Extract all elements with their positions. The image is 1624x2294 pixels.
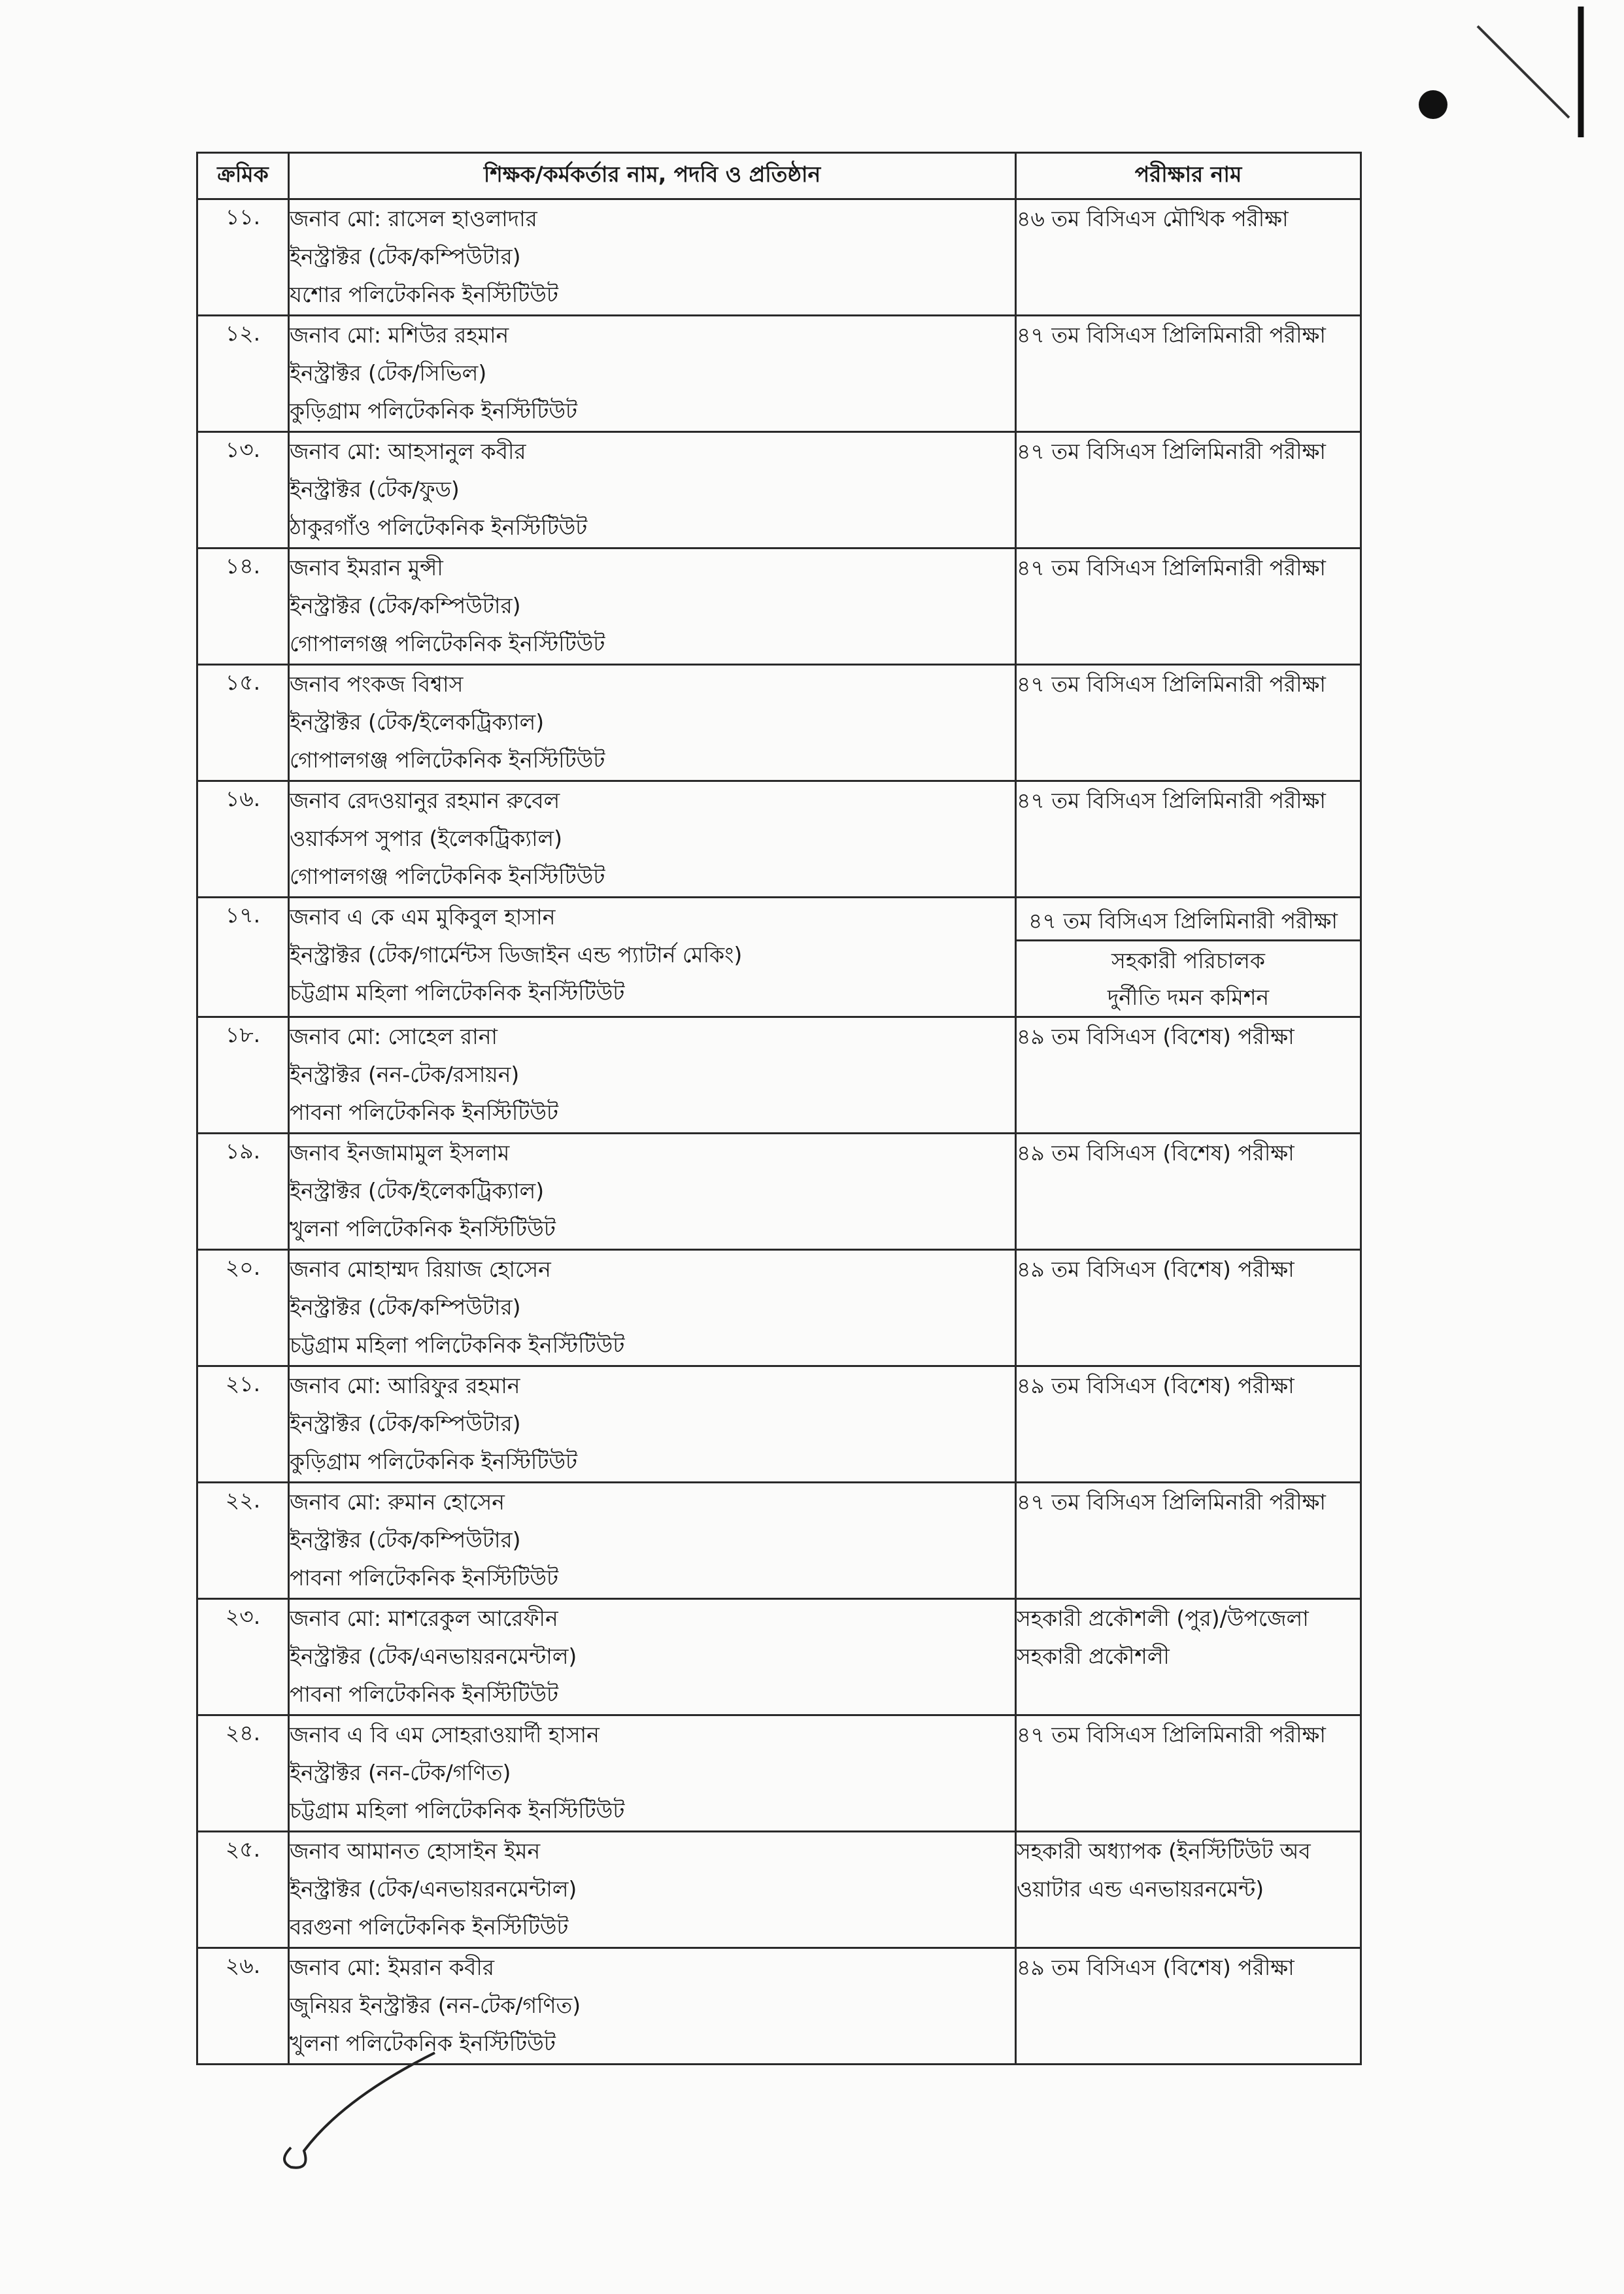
row-exam — [1016, 1948, 1361, 2065]
person-designation: ইনস্ট্রাক্টর (টেক/ইলেকট্রিক্যাল) — [290, 709, 545, 735]
exam-name: ৪৭ তম বিসিএস প্রিলিমিনারী পরীক্ষা — [1017, 1722, 1326, 1747]
table-row — [197, 1715, 1361, 1832]
row-person — [289, 1017, 1016, 1134]
row-serial: ১৭. — [197, 898, 289, 1017]
row-person — [289, 898, 1016, 1017]
exam-name-line2: ওয়াটার এন্ড এনভায়রনমেন্ট) — [1017, 1876, 1264, 1902]
exam-name: ৪৬ তম বিসিএস মৌখিক পরীক্ষা — [1017, 206, 1289, 231]
row-exam — [1016, 1483, 1361, 1599]
person-name: জনাব মো: রাসেল হাওলাদার — [290, 206, 537, 231]
row-serial: ২১. — [197, 1366, 289, 1483]
header-exam: পরীক্ষার নাম — [1016, 153, 1361, 199]
row-exam — [1016, 1599, 1361, 1715]
staff-exam-table — [196, 152, 1362, 2065]
person-designation: ইনস্ট্রাক্টর (টেক/ইলেকট্রিক্যাল) — [290, 1178, 545, 1204]
table-row — [197, 1948, 1361, 2065]
person-name: জনাব মো: আহসানুল কবীর — [290, 439, 526, 464]
person-designation: ইনস্ট্রাক্টর (টেক/কম্পিউটার) — [290, 1411, 521, 1436]
person-designation: জুনিয়র ইনস্ট্রাক্টর (নন-টেক/গণিত) — [290, 1993, 581, 2018]
person-name: জনাব আমানত হোসাইন ইমন — [290, 1838, 541, 1864]
table-row — [197, 1134, 1361, 1250]
exam-name: ৪৯ তম বিসিএস (বিশেষ) পরীক্ষা — [1017, 1955, 1294, 1980]
exam-post-office: দুর্নীতি দমন কমিশন — [1107, 985, 1270, 1010]
person-institute: পাবনা পলিটেকনিক ইনস্টিটিউট — [290, 1565, 558, 1591]
person-name: জনাব ইমরান মুন্সী — [290, 555, 443, 581]
person-name: জনাব মো: রুমান হোসেন — [290, 1489, 505, 1515]
table-row — [197, 316, 1361, 432]
table-row — [197, 548, 1361, 665]
table-row — [197, 1250, 1361, 1366]
row-serial: ১৮. — [197, 1017, 289, 1134]
person-name: জনাব মো: আরিফুর রহমান — [290, 1373, 520, 1398]
row-person — [289, 316, 1016, 432]
exam-name-secondary — [1017, 941, 1360, 1016]
exam-post-title: সহকারী পরিচালক — [1111, 948, 1265, 973]
table-row — [197, 1599, 1361, 1715]
table-row — [197, 781, 1361, 898]
row-exam — [1016, 1017, 1361, 1134]
exam-name: ৪৯ তম বিসিএস (বিশেষ) পরীক্ষা — [1017, 1257, 1294, 1282]
person-institute: খুলনা পলিটেকনিক ইনস্টিটিউট — [290, 1216, 556, 1241]
person-institute: কুড়িগ্রাম পলিটেকনিক ইনস্টিটিউট — [290, 1449, 578, 1474]
row-person — [289, 1599, 1016, 1715]
row-person — [289, 1832, 1016, 1948]
person-institute: চট্টগ্রাম মহিলা পলিটেকনিক ইনস্টিটিউট — [290, 1332, 625, 1358]
person-designation: ইনস্ট্রাক্টর (টেক/এনভায়রনমেন্টাল) — [290, 1644, 577, 1669]
row-person — [289, 1715, 1016, 1832]
row-person — [289, 1483, 1016, 1599]
exam-name: ৪৯ তম বিসিএস (বিশেষ) পরীক্ষা — [1017, 1373, 1294, 1398]
row-person — [289, 1250, 1016, 1366]
person-name: জনাব রেদওয়ানুর রহমান রুবেল — [290, 788, 560, 813]
person-name: জনাব মো: মাশরেকুল আরেফীন — [290, 1606, 558, 1631]
row-serial: ১২. — [197, 316, 289, 432]
person-name: জনাব এ বি এম সোহরাওয়ার্দী হাসান — [290, 1722, 600, 1747]
person-designation: ওয়ার্কসপ সুপার (ইলেকট্রিক্যাল) — [290, 826, 563, 851]
row-serial: ২৪. — [197, 1715, 289, 1832]
row-exam — [1016, 548, 1361, 665]
person-name: জনাব মো: মশিউর রহমান — [290, 322, 509, 348]
person-institute: গোপালগঞ্জ পলিটেকনিক ইনস্টিটিউট — [290, 631, 605, 656]
exam-name: ৪৭ তম বিসিএস প্রিলিমিনারী পরীক্ষা — [1017, 898, 1360, 941]
person-designation: ইনস্ট্রাক্টর (টেক/ফুড) — [290, 477, 460, 502]
person-designation: ইনস্ট্রাক্টর (টেক/কম্পিউটার) — [290, 593, 521, 618]
row-exam — [1016, 432, 1361, 548]
corner-stroke — [1478, 26, 1569, 118]
person-designation: ইনস্ট্রাক্টর (টেক/কম্পিউটার) — [290, 1527, 521, 1553]
row-serial: ২২. — [197, 1483, 289, 1599]
person-institute: ঠাকুরগাঁও পলিটেকনিক ইনস্টিটিউট — [290, 514, 588, 540]
row-person — [289, 665, 1016, 781]
person-designation: ইনস্ট্রাক্টর (টেক/কম্পিউটার) — [290, 244, 521, 269]
person-institute: গোপালগঞ্জ পলিটেকনিক ইনস্টিটিউট — [290, 864, 605, 889]
person-designation: ইনস্ট্রাক্টর (নন-টেক/গণিত) — [290, 1760, 511, 1785]
row-serial: ১১. — [197, 199, 289, 316]
table-row — [197, 1366, 1361, 1483]
person-institute: খুলনা পলিটেকনিক ইনস্টিটিউট — [290, 2031, 556, 2056]
exam-name: ৪৯ তম বিসিএস (বিশেষ) পরীক্ষা — [1017, 1024, 1294, 1049]
person-designation: ইনস্ট্রাক্টর (টেক/এনভায়রনমেন্টাল) — [290, 1876, 577, 1902]
table-row — [197, 1832, 1361, 1948]
person-name: জনাব মোহাম্মদ রিয়াজ হোসেন — [290, 1257, 551, 1282]
table-row — [197, 432, 1361, 548]
row-exam — [1016, 1134, 1361, 1250]
person-institute: পাবনা পলিটেকনিক ইনস্টিটিউট — [290, 1100, 558, 1125]
exam-name: সহকারী অধ্যাপক (ইনস্টিটিউট অব — [1017, 1838, 1311, 1864]
exam-name: ৪৭ তম বিসিএস প্রিলিমিনারী পরীক্ষা — [1017, 555, 1326, 581]
row-exam — [1016, 781, 1361, 898]
row-exam — [1016, 199, 1361, 316]
exam-name: ৪৯ তম বিসিএস (বিশেষ) পরীক্ষা — [1017, 1140, 1294, 1166]
row-serial: ২৫. — [197, 1832, 289, 1948]
person-designation: ইনস্ট্রাক্টর (টেক/গার্মেন্টস ডিজাইন এন্ড প্যাটার্ন মেকিং) — [290, 942, 743, 968]
row-person — [289, 1948, 1016, 2065]
row-person — [289, 548, 1016, 665]
row-serial: ১৬. — [197, 781, 289, 898]
table-row — [197, 1017, 1361, 1134]
exam-name: ৪৭ তম বিসিএস প্রিলিমিনারী পরীক্ষা — [1017, 671, 1326, 697]
person-institute: চট্টগ্রাম মহিলা পলিটেকনিক ইনস্টিটিউট — [290, 980, 625, 1005]
exam-name: ৪৭ তম বিসিএস প্রিলিমিনারী পরীক্ষা — [1017, 439, 1326, 464]
exam-name: ৪৭ তম বিসিএস প্রিলিমিনারী পরীক্ষা — [1017, 1489, 1326, 1515]
row-exam — [1016, 898, 1361, 1017]
table-row — [197, 199, 1361, 316]
row-exam — [1016, 1366, 1361, 1483]
row-person — [289, 432, 1016, 548]
row-serial: ১৫. — [197, 665, 289, 781]
row-serial: ২৩. — [197, 1599, 289, 1715]
exam-name: সহকারী প্রকৌশলী (পুর)/উপজেলা — [1017, 1606, 1309, 1631]
person-designation: ইনস্ট্রাক্টর (টেক/কম্পিউটার) — [290, 1294, 521, 1320]
person-designation: ইনস্ট্রাক্টর (নন-টেক/রসায়ন) — [290, 1062, 520, 1087]
punch-hole-mark — [1419, 90, 1447, 119]
person-name: জনাব মো: ইমরান কবীর — [290, 1955, 494, 1980]
row-serial: ১৪. — [197, 548, 289, 665]
row-serial: ২৬. — [197, 1948, 289, 2065]
header-name: শিক্ষক/কর্মকর্তার নাম, পদবি ও প্রতিষ্ঠান — [289, 153, 1016, 199]
signature-mark — [284, 2053, 435, 2168]
person-name: জনাব এ কে এম মুকিবুল হাসান — [290, 904, 556, 930]
table-row — [197, 898, 1361, 1017]
person-name: জনাব ইনজামামুল ইসলাম — [290, 1140, 510, 1166]
person-institute: কুড়িগ্রাম পলিটেকনিক ইনস্টিটিউট — [290, 398, 578, 424]
row-person — [289, 199, 1016, 316]
person-institute: যশোর পলিটেকনিক ইনস্টিটিউট — [290, 282, 558, 307]
table-row — [197, 1483, 1361, 1599]
exam-name: ৪৭ তম বিসিএস প্রিলিমিনারী পরীক্ষা — [1017, 322, 1326, 348]
exam-name-line2: সহকারী প্রকৌশলী — [1017, 1644, 1170, 1669]
row-serial: ১৯. — [197, 1134, 289, 1250]
person-name: জনাব মো: সোহেল রানা — [290, 1024, 498, 1049]
row-exam — [1016, 316, 1361, 432]
row-person — [289, 781, 1016, 898]
row-exam — [1016, 1715, 1361, 1832]
person-institute: গোপালগঞ্জ পলিটেকনিক ইনস্টিটিউট — [290, 747, 605, 773]
row-exam — [1016, 665, 1361, 781]
header-serial: ক্রমিক — [197, 153, 289, 199]
table-header-row — [197, 153, 1361, 199]
row-exam — [1016, 1832, 1361, 1948]
row-person — [289, 1366, 1016, 1483]
row-serial: ২০. — [197, 1250, 289, 1366]
table-row — [197, 665, 1361, 781]
person-institute: পাবনা পলিটেকনিক ইনস্টিটিউট — [290, 1681, 558, 1707]
exam-name: ৪৭ তম বিসিএস প্রিলিমিনারী পরীক্ষা — [1017, 788, 1326, 813]
person-institute: বরগুনা পলিটেকনিক ইনস্টিটিউট — [290, 1914, 569, 1940]
row-person — [289, 1134, 1016, 1250]
person-institute: চট্টগ্রাম মহিলা পলিটেকনিক ইনস্টিটিউট — [290, 1798, 625, 1823]
row-serial: ১৩. — [197, 432, 289, 548]
person-designation: ইনস্ট্রাক্টর (টেক/সিভিল) — [290, 360, 487, 386]
row-exam — [1016, 1250, 1361, 1366]
person-name: জনাব পংকজ বিশ্বাস — [290, 671, 464, 697]
